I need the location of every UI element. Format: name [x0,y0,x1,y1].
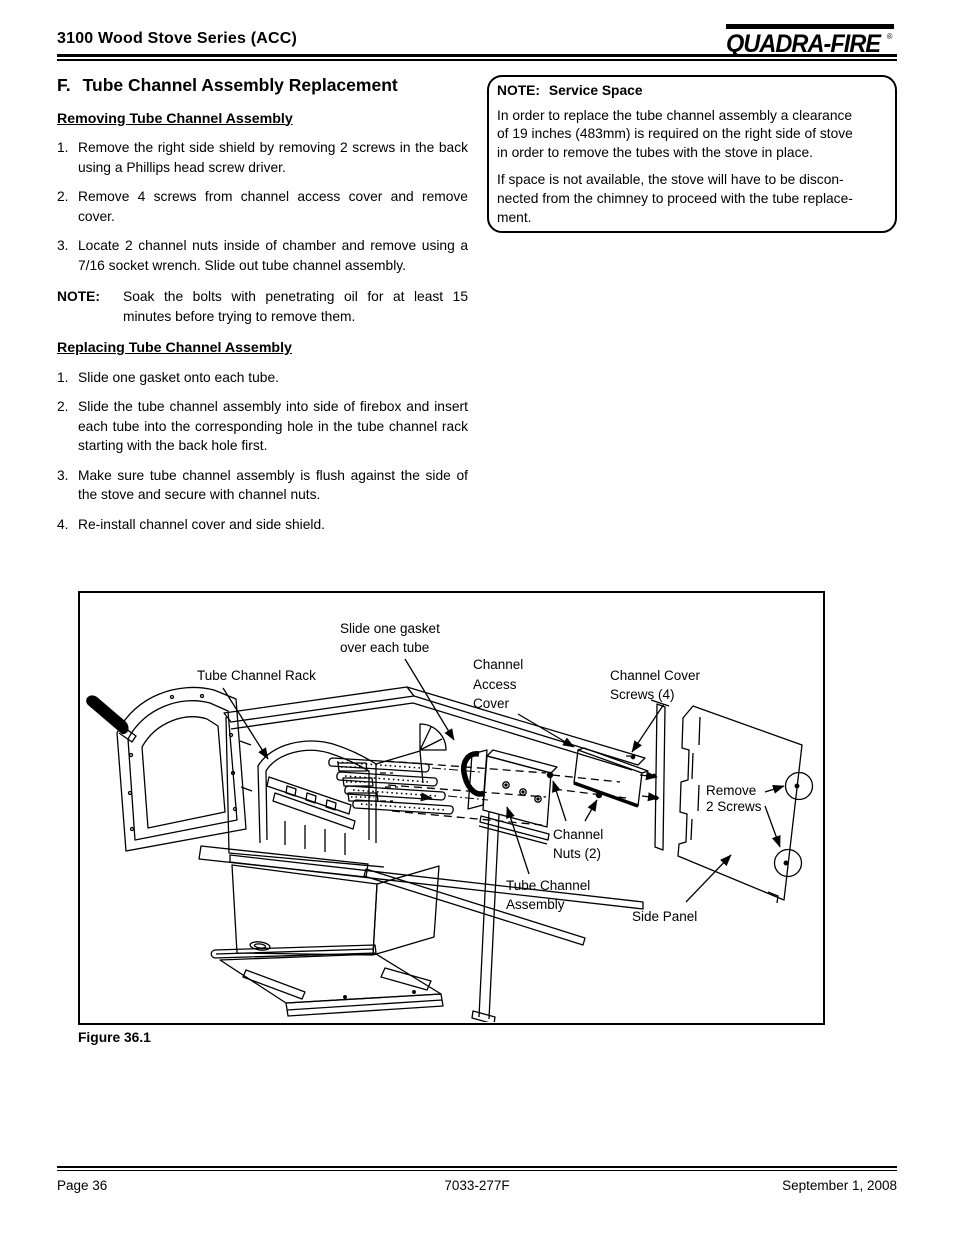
section-letter: F. [57,75,71,95]
section-title: Tube Channel Assembly Replacement [82,75,398,95]
replacing-subheading: Replacing Tube Channel Assembly [57,340,292,356]
service-space-note-box [487,75,897,233]
tube-gasket [464,754,484,794]
note-label: NOTE: [57,289,100,304]
list-item: 2. Slide the tube channel assembly into side of firebox and insert each tube into the corresponding hole in the tube channel rack starting with the back hole first. [57,399,468,453]
header-rule [57,54,897,61]
door-handle-icon [86,695,136,742]
label-slide-gasket: Slide one gasket over each tube [340,621,440,655]
label-tube-channel-rack: Tube Channel Rack [197,668,316,683]
footer-page-number: Page 36 [57,1178,108,1193]
registered-mark: ® [886,32,892,41]
tube-channel-rack-part [267,777,355,829]
label-channel-nuts: Channel Nuts (2) [553,827,604,861]
label-channel-access-cover: Channel Access Cover [473,657,524,711]
service-note-paragraph: If space is not available, the stove will have to be discon- nected from the chimney to proceed with the tube replace- ment. [497,172,853,225]
removing-subheading: Removing Tube Channel Assembly [57,110,293,127]
service-note-paragraph: In order to replace the tube channel assembly a clearance of 19 inches (483mm) is required on the right side of stove in order to remove the tubes with the stove in place. [497,107,853,160]
note-paragraph: NOTE: Soak the bolts with penetrating oil for at least 15 minutes before trying to remove them. [57,289,468,324]
logo-wordmark: QUADRA-FIRE ® [726,30,892,58]
list-item: 1. Slide one gasket onto each tube. [57,369,279,385]
page-header-title: 3100 Wood Stove Series (ACC) [57,30,298,47]
list-item: 3. Locate 2 channel nuts inside of chamber and remove using a 7/16 socket wrench. Slide out tube channel assembly. [57,238,468,273]
logo-top-bar [726,24,894,29]
list-item: 3. Make sure tube channel assembly is flush against the side of the stove and secure with channel nuts. [57,467,468,502]
list-item: 2. Remove 4 screws from channel access cover and remove cover. [57,189,468,224]
label-channel-cover-screws: Channel Cover Screws (4) [610,668,701,702]
section-heading [57,76,468,96]
footer-rule [57,1166,897,1171]
figure-box [78,591,825,1025]
label-side-panel: Side Panel [632,909,698,924]
left-column [57,76,468,544]
footer-date: September 1, 2008 [782,1178,897,1193]
label-remove-2-screws: Remove 2 Screws [706,783,762,814]
list-item: 4. Re-install channel cover and side shield. [57,516,325,532]
figure-caption: Figure 36.1 [78,1030,151,1045]
channel-nut [596,792,601,797]
channel-nut [547,772,552,777]
label-tube-channel-assembly: Tube Channel Assembly [506,878,591,912]
service-note-title: NOTE: Service Space [497,83,643,98]
footer-document-number: 7033-277F [444,1178,510,1193]
list-item: 1. Remove the right side shield by removing 2 screws in the back using a Phillips head screw driver. [57,140,468,175]
